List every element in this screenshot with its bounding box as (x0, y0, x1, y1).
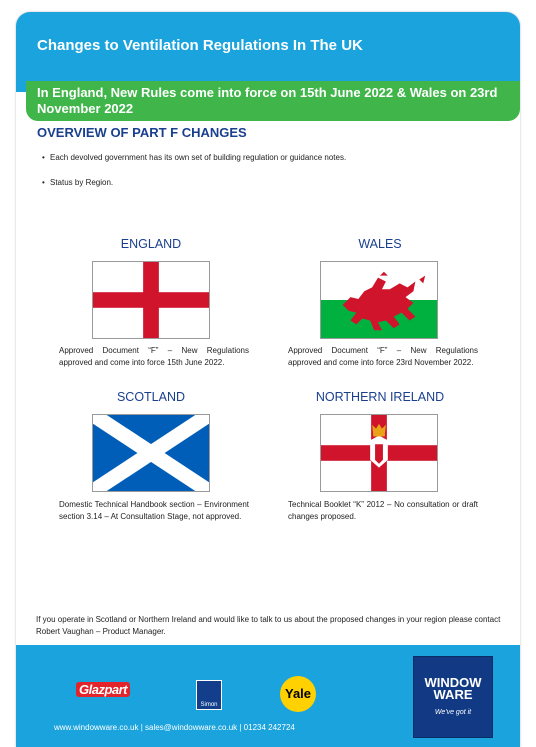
region-desc-england: Approved Document “F” – New Regulations approved and come into force 15th June 2022. (59, 346, 249, 367)
england-flag-icon (92, 261, 210, 339)
region-name-wales: WALES (358, 237, 402, 251)
footer-contact[interactable]: www.windowware.co.uk | sales@windowware.co.uk | 01234 242724 (54, 723, 295, 732)
document-page (16, 12, 520, 747)
simon-logo (196, 680, 222, 710)
contact-note: If you operate in Scotland or Northern Ireland and would like to talk to us about the proposed changes in your region please contact Robert Vaughan – Product Manager. (36, 615, 501, 636)
window-ware-line1: WINDOW (424, 675, 482, 690)
northern-ireland-flag-icon (320, 414, 438, 492)
simon-logo-label: Simon (200, 702, 218, 708)
region-name-scotland: SCOTLAND (116, 390, 186, 404)
page-title: Changes to Ventilation Regulations In The UK (37, 37, 363, 54)
window-ware-line2: WARE (433, 687, 473, 702)
page-subtitle: In England, New Rules come into force on 15th June 2022 & Wales on 23rd November 2022 (37, 85, 498, 116)
window-ware-name (414, 677, 492, 701)
overview-heading: OVERVIEW OF PART F CHANGES (37, 125, 247, 140)
glazpart-logo: Glazpart (76, 682, 130, 697)
bullet-item: • Status by Region. (50, 178, 113, 187)
yale-logo: Yale (280, 676, 316, 712)
bullet-item: • Each devolved government has its own set of building regulation or guidance notes. (50, 153, 346, 162)
scotland-flag-icon (92, 414, 210, 492)
window-ware-logo (413, 656, 493, 738)
region-desc-scotland: Domestic Technical Handbook section – Environment section 3.14 – At Consultation Stage, not approved. (59, 500, 249, 521)
region-name-england: ENGLAND (120, 237, 182, 251)
region-name-northern-ireland: NORTHERN IRELAND (315, 390, 445, 404)
wales-flag-icon (320, 261, 438, 339)
window-ware-tagline: We've got it (434, 709, 472, 716)
region-desc-wales: Approved Document “F” – New Regulations approved and come into force 23rd November 2022. (288, 346, 478, 367)
region-desc-northern-ireland: Technical Booklet “K” 2012 – No consultation or draft changes proposed. (288, 500, 478, 521)
